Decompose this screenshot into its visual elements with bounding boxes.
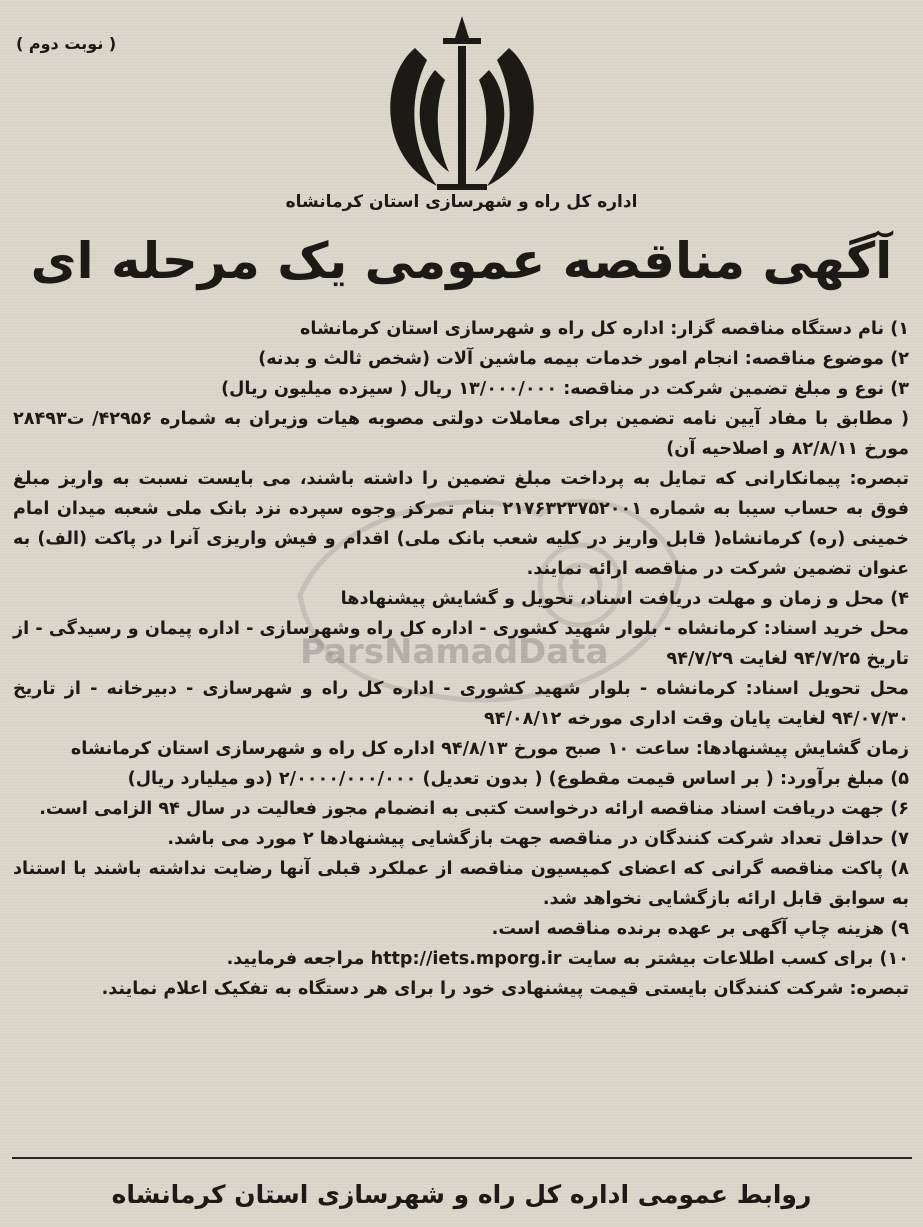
delivery-location: محل تحویل اسناد: کرمانشاه - بلوار شهید کشوری - اداره کل راه و شهرسازی - دبیرخانه - از تاریخ ۹۴/۰۷/۳۰ لغایت پایان وقت اداری مورخه ۹۴/۰۸/۱۲: [13, 679, 909, 729]
notice-title: آگهی مناقصه عمومی یک مرحله ای: [30, 232, 893, 290]
purchase-location: محل خرید اسناد: کرمانشاه - بلوار شهید کشوری - اداره کل راه وشهرسازی - اداره پیمان و رسیدگی - از تاریخ ۹۴/۷/۲۵ لغایت ۹۴/۷/۲۹: [13, 619, 909, 669]
divider: [12, 1157, 912, 1159]
edition-label: ( نوبت دوم ): [16, 34, 117, 53]
item-8: ۸) پاکت مناقصه گرانی که اعضای کمیسیون مناقصه از عملکرد قبلی آنها رضایت نداشته باشند با استناد به سوابق قابل ارائه بازگشایی نخواهد شد.: [13, 859, 909, 909]
item-3-note: ( مطابق با مفاد آیین نامه تضمین برای معاملات دولتی مصوبه هیات وزیران به شماره ۴۲۹۵۶/ ت۲۸۴۹۳ مورخ ۸۲/۸/۱۱ و اصلاحیه آن): [13, 409, 909, 459]
item-1: ۱) نام دستگاه مناقصه گزار: اداره کل راه و شهرسازی استان کرمانشاه: [300, 319, 909, 339]
item-2: ۲) موضوع مناقصه: انجام امور خدمات بیمه ماشین آلات (شخص ثالث و بدنه): [258, 349, 909, 369]
opening-time: زمان گشایش پیشنهادها: ساعت ۱۰ صبح مورخ ۹۴/۸/۱۳ اداره کل راه و شهرسازی استان کرمانشاه: [70, 739, 909, 759]
footer-signature: روابط عمومی اداره کل راه و شهرسازی استان کرمانشاه: [111, 1180, 812, 1209]
item-7: ۷) حداقل تعداد شرکت کنندگان در مناقصه جهت بازگشایی پیشنهادها ۲ مورد می باشد.: [167, 829, 909, 849]
final-note: تبصره: شرکت کنندگان بایستی قیمت پیشنهادی خود را برای هر دستگاه به تفکیک اعلام نمایند.: [101, 979, 909, 999]
item-3: ۳) نوع و مبلغ تضمین شرکت در مناقصه: ۱۳/۰۰۰/۰۰۰ ریال ( سیزده میلیون ریال): [221, 379, 909, 399]
item-9: ۹) هزینه چاپ آگهی بر عهده برنده مناقصه است.: [491, 919, 909, 939]
item-4: ۴) محل و زمان و مهلت دریافت اسناد، تحویل و گشایش پیشنهادها: [340, 589, 909, 609]
watermark-text: ParsNamadData: [300, 632, 609, 672]
iran-emblem-icon: [377, 8, 547, 198]
item-6: ۶) جهت دریافت اسناد مناقصه ارائه درخواست کتبی به انضمام مجوز فعالیت در سال ۹۴ الزامی است.: [39, 799, 909, 819]
item-10: ۱۰) برای کسب اطلاعات بیشتر به سایت http://iets.mporg.ir مراجعه فرمایید.: [226, 949, 909, 969]
deposit-note: تبصره: پیمانکارانی که تمایل به پرداخت مبلغ تضمین را داشته باشند، می بایست نسبت به واریز مبلغ فوق به حساب سیبا به شماره ۲۱۷۶۳۲۳۷۵۲۰۰۱ بنام تمرکز وجوه سپرده نزد بانک ملی شعبه میدان امام خمینی (ره) کرمانشاه( قابل واریز در کلیه شعب بانک ملی) اقدام و فیش واریزی آنرا در پاکت (الف) به عنوان تضمین شرکت در مناقصه ارائه نمایند.: [13, 469, 909, 579]
agency-name: اداره کل راه و شهرسازی استان کرمانشاه: [285, 192, 638, 212]
item-5: ۵) مبلغ برآورد: ( بر اساس قیمت مقطوع) ( بدون تعدیل) ۲/۰۰۰۰/۰۰۰/۰۰۰ (دو میلیارد ریال): [127, 769, 909, 789]
notice-body: [13, 314, 909, 1004]
